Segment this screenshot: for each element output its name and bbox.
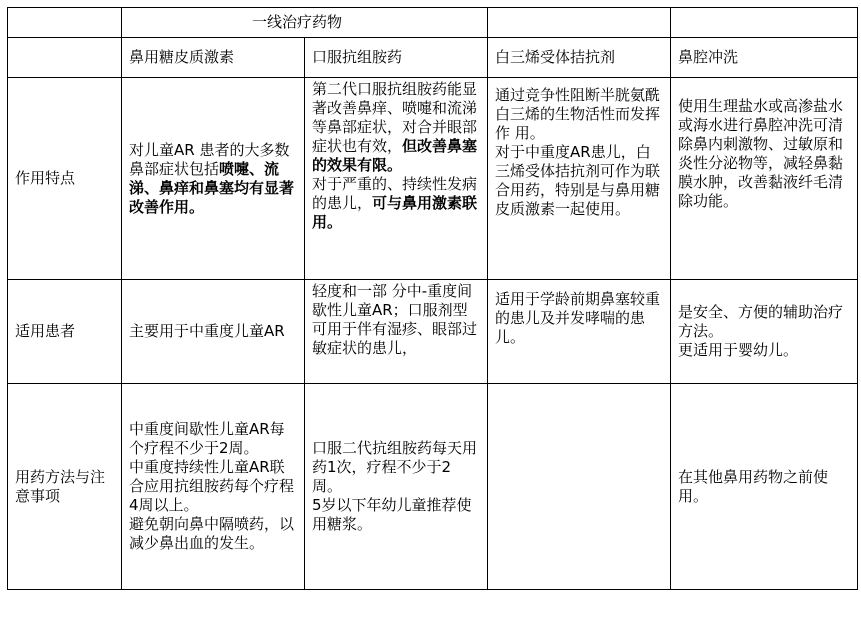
empty-header-cell	[488, 8, 671, 38]
cell-text: 轻度和一部 分中-重度间歇性儿童AR；口服剂型可用于伴有湿疹、眼部过敏症状的患儿，	[312, 282, 478, 357]
bold-text: 可与鼻用激素联用。	[312, 194, 478, 231]
cell-text	[312, 175, 480, 232]
cell-patients-nasal-steroid	[122, 280, 305, 384]
plain-text: 对儿童AR 患者的大多数鼻部症状包括	[129, 140, 290, 178]
cell-text: 避免朝向鼻中隔喷药，以减少鼻出血的发生。	[129, 515, 295, 552]
cell-usage-antihistamine	[305, 384, 488, 590]
group-title-cell: 一线治疗药物	[122, 8, 488, 38]
cell-usage-nasal-steroid	[122, 384, 305, 590]
cell-text: 通过竞争性阻断半胱氨酰白三烯的生物活性而发挥作 用。	[495, 86, 661, 142]
cell-patients-antihistamine	[305, 280, 488, 384]
column-header-nasal-steroid: 鼻用糖皮质激素	[122, 38, 305, 78]
row-label-effect: 作用特点	[8, 78, 122, 280]
treatment-table	[7, 7, 858, 590]
table-row-group-header	[8, 8, 858, 38]
row-label-patients: 适用患者	[8, 280, 122, 384]
corner-cell	[8, 8, 122, 38]
plain-text: 对于严重的、持续性发病的患儿，	[312, 175, 478, 212]
plain-text: 第二代口服抗组胺药能显著改善鼻痒、喷嚏和流涕等鼻部症状，对合并眼部症状也有效，	[312, 80, 478, 155]
cell-text: 中重度持续性儿童AR联合应用抗组胺药每个疗程4周以上。	[129, 458, 295, 514]
cell-text: 更适用于婴幼儿。	[678, 341, 799, 359]
cell-effect-leukotriene	[488, 78, 671, 280]
cell-usage-irrigation	[671, 384, 858, 590]
bold-text: 但改善鼻塞的效果有限。	[312, 137, 478, 174]
cell-text	[312, 80, 480, 175]
cell-patients-irrigation	[671, 280, 858, 384]
cell-patients-leukotriene	[488, 280, 671, 384]
cell-text: 中重度间歇性儿童AR每个疗程不少于2周。	[129, 420, 285, 457]
column-header-antihistamine: 口服抗组胺药	[305, 38, 488, 78]
cell-effect-antihistamine	[305, 78, 488, 280]
row-label-usage: 用药方法与注意事项	[8, 384, 122, 590]
table-row-usage	[8, 384, 858, 590]
corner-cell	[8, 38, 122, 78]
cell-text	[129, 141, 297, 217]
cell-text: 适用于学龄前期鼻塞较重的患儿及并发哮喘的患儿。	[495, 290, 661, 346]
table-row-column-headers	[8, 38, 858, 78]
cell-effect-nasal-steroid	[122, 78, 305, 280]
cell-effect-irrigation	[671, 78, 858, 280]
column-header-irrigation: 鼻腔冲洗	[671, 38, 858, 78]
cell-text: 在其他鼻用药物之前使用。	[678, 467, 829, 505]
cell-usage-leukotriene	[488, 384, 671, 590]
empty-header-cell	[671, 8, 858, 38]
table-row-effect	[8, 78, 858, 280]
cell-text: 是安全、方便的辅助治疗方法。	[678, 303, 844, 340]
cell-text: 5岁以下年幼儿童推荐使用糖浆。	[312, 496, 472, 533]
bold-text: 喷嚏、流涕、鼻痒和鼻塞均有显著改善作用。	[129, 159, 295, 216]
column-header-leukotriene: 白三烯受体拮抗剂	[488, 38, 671, 78]
table-row-patients	[8, 280, 858, 384]
cell-text: 主要用于中重度儿童AR	[129, 322, 285, 340]
cell-text: 口服二代抗组胺药每天用药1次，疗程不少于2周。	[312, 439, 478, 495]
cell-text: 对于中重度AR患儿，白三烯受体拮抗剂可作为联合用药，特别是与鼻用糖皮质激素一起使用。	[495, 143, 661, 218]
cell-text: 使用生理盐水或高渗盐水或海水进行鼻腔冲洗可清除鼻内刺激物、过敏原和炎性分泌物等，减轻鼻黏膜水肿，改善黏液纤毛清除功能。	[678, 97, 844, 210]
